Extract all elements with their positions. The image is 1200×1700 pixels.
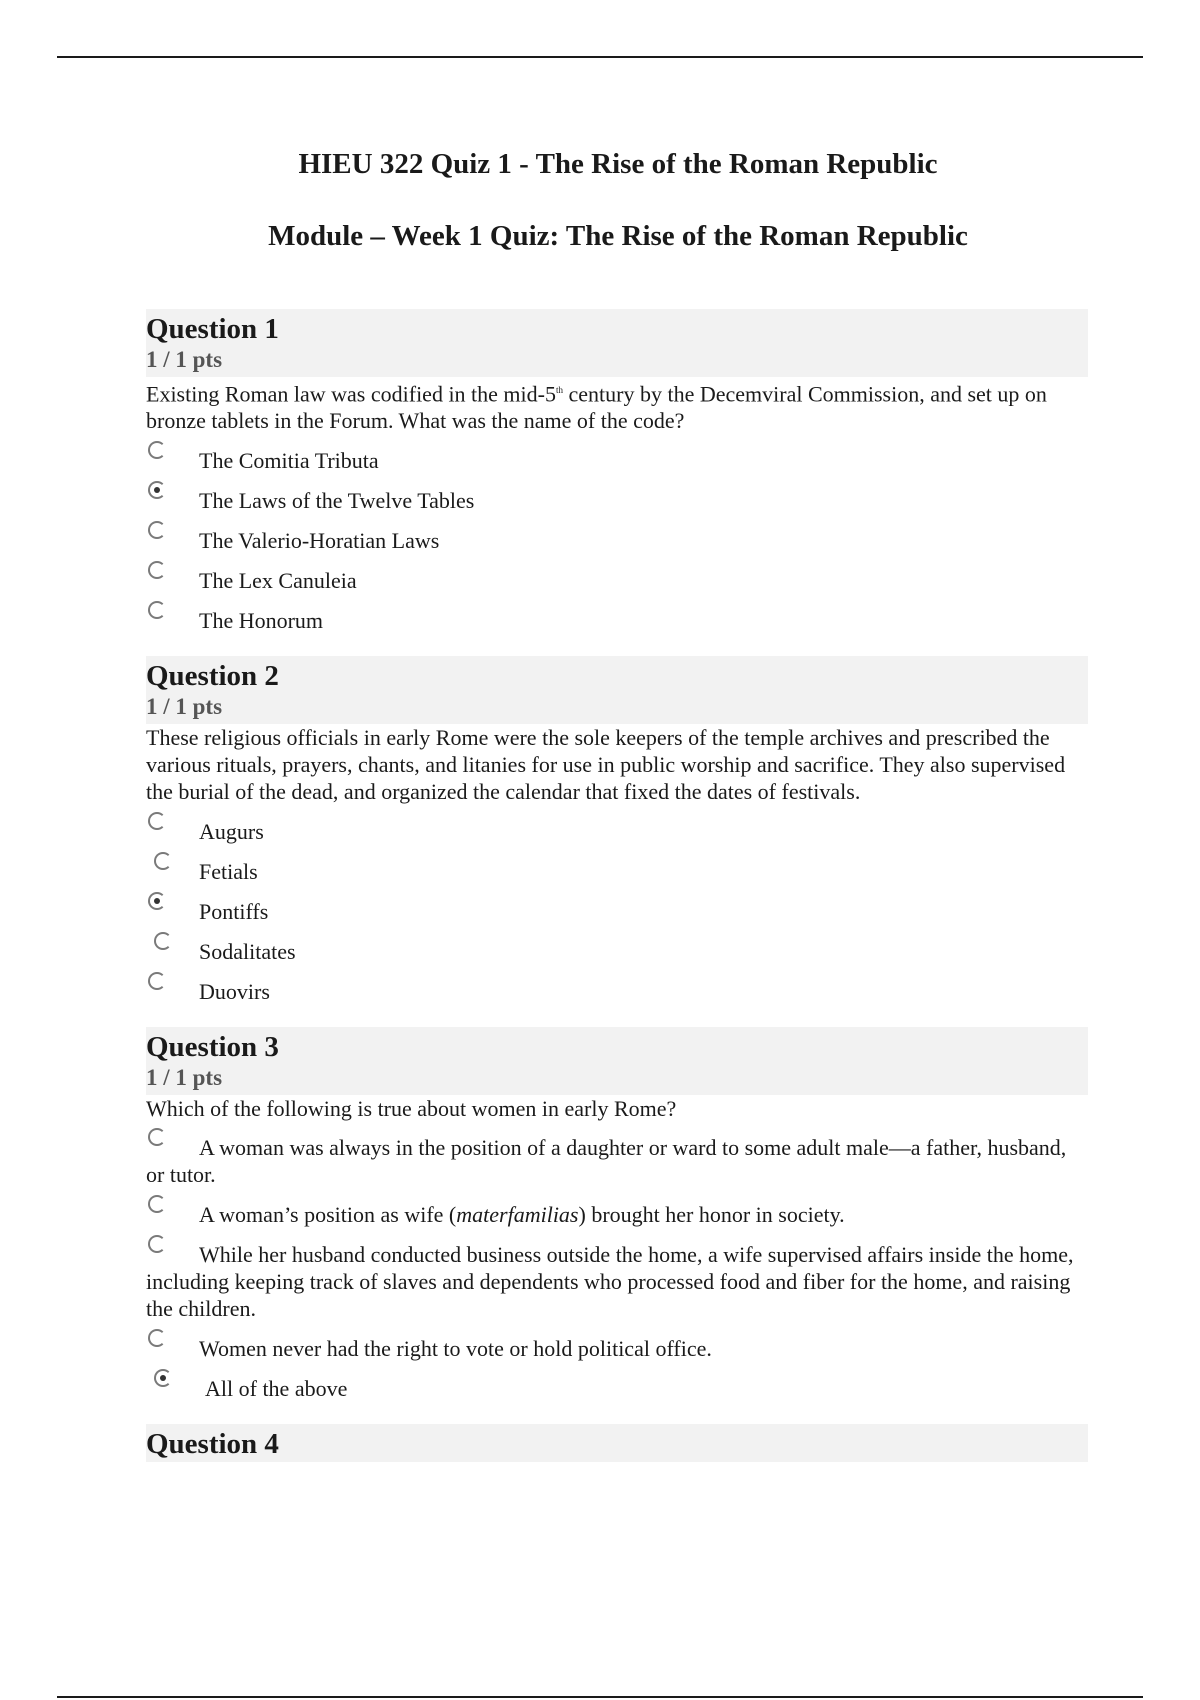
answer-option[interactable]	[146, 567, 1088, 594]
radio-button[interactable]	[148, 561, 166, 579]
answer-option[interactable]	[146, 527, 1088, 554]
answer-option[interactable]	[146, 1134, 1088, 1188]
answer-list	[146, 1134, 1088, 1402]
question-1	[146, 309, 1088, 634]
question-text-superscript: th	[556, 385, 564, 395]
radio-button-selected[interactable]	[154, 1369, 172, 1387]
answer-label: A woman was always in the position of a daughter or ward to some adult male—a father, husband, or tutor.	[146, 1135, 1067, 1188]
top-rule	[57, 56, 1143, 58]
answer-option[interactable]	[146, 978, 1088, 1005]
answer-label: Fetials	[199, 859, 258, 885]
quiz-content	[146, 309, 1088, 1484]
answer-label: The Honorum	[199, 608, 324, 634]
question-header	[146, 1424, 1088, 1462]
radio-button[interactable]	[148, 1128, 166, 1146]
answer-option[interactable]	[146, 1241, 1088, 1322]
answer-label-part: A woman’s position as wife (	[199, 1202, 457, 1228]
radio-button-selected[interactable]	[148, 481, 166, 499]
radio-button[interactable]	[148, 521, 166, 539]
question-title: Question 3	[146, 1031, 279, 1064]
answer-label-italic: materfamilias	[456, 1202, 579, 1228]
question-text-part: century by the Decemviral Commission, and set up on bronze tablets in the Forum. What was the name of the code?	[146, 381, 1047, 434]
answer-label: Augurs	[199, 819, 264, 845]
answer-label: Women never had the right to vote or hold political office.	[199, 1336, 712, 1362]
question-text: These religious officials in early Rome were the sole keepers of the temple archives and prescribed the various rituals, prayers, chants, and litanies for use in public worship and sacrifice. They also supervised the burial of the dead, and organized the calendar that fixed the dates of festivals.	[146, 725, 1066, 805]
question-header	[146, 309, 1088, 377]
document-subtitle: Module – Week 1 Quiz: The Rise of the Roman Republic	[268, 220, 968, 252]
answer-option[interactable]	[146, 818, 1088, 845]
answer-label-part: ) brought her honor in society.	[578, 1202, 845, 1228]
document-title: HIEU 322 Quiz 1 - The Rise of the Roman Republic	[298, 148, 938, 180]
question-points: 1 / 1 pts	[146, 694, 223, 720]
question-title: Question 1	[146, 313, 279, 345]
question-text: Which of the following is true about women in early Rome?	[146, 1096, 677, 1122]
answer-option[interactable]	[146, 447, 1088, 474]
question-title: Question 2	[146, 660, 279, 693]
answer-label: Sodalitates	[199, 939, 296, 965]
question-points: 1 / 1 pts	[146, 1065, 223, 1091]
answer-label: Duovirs	[199, 979, 270, 1005]
answer-label: All of the above	[205, 1376, 348, 1402]
radio-button[interactable]	[154, 932, 172, 950]
answer-label: The Valerio-Horatian Laws	[199, 528, 440, 554]
question-header	[146, 656, 1088, 724]
answer-option[interactable]	[146, 898, 1088, 925]
answer-label: The Comitia Tributa	[199, 448, 379, 474]
radio-button[interactable]	[148, 1329, 166, 1347]
question-2	[146, 656, 1088, 1005]
radio-button[interactable]	[154, 852, 172, 870]
radio-button[interactable]	[148, 1235, 166, 1253]
question-text	[146, 377, 1088, 434]
question-header	[146, 1027, 1088, 1095]
answer-label: While her husband conducted business outside the home, a wife supervised affairs inside the home, including keeping track of slaves and dependents who processed food and fiber for the home, and raising the children.	[146, 1242, 1074, 1322]
bottom-rule	[57, 1696, 1143, 1698]
answer-label: Pontiffs	[199, 899, 269, 925]
answer-option[interactable]	[146, 607, 1088, 634]
radio-button[interactable]	[148, 1195, 166, 1213]
answer-option[interactable]	[146, 858, 1088, 885]
answer-option[interactable]	[146, 1335, 1088, 1362]
radio-button[interactable]	[148, 812, 166, 830]
answer-list	[146, 818, 1088, 1005]
answer-option[interactable]	[146, 1375, 1088, 1402]
question-3	[146, 1027, 1088, 1402]
question-text-part: Existing Roman law was codified in the mid-5	[146, 381, 556, 407]
answer-list	[146, 447, 1088, 634]
answer-option[interactable]	[146, 1201, 1088, 1228]
question-title: Question 4	[146, 1428, 279, 1461]
radio-button[interactable]	[148, 601, 166, 619]
radio-button[interactable]	[148, 972, 166, 990]
question-points: 1 / 1 pts	[146, 347, 223, 372]
answer-option[interactable]	[146, 487, 1088, 514]
answer-label: The Lex Canuleia	[199, 568, 357, 594]
answer-label: The Laws of the Twelve Tables	[199, 488, 475, 514]
question-4	[146, 1424, 1088, 1462]
answer-option[interactable]	[146, 938, 1088, 965]
radio-button[interactable]	[148, 441, 166, 459]
radio-button-selected[interactable]	[148, 892, 166, 910]
